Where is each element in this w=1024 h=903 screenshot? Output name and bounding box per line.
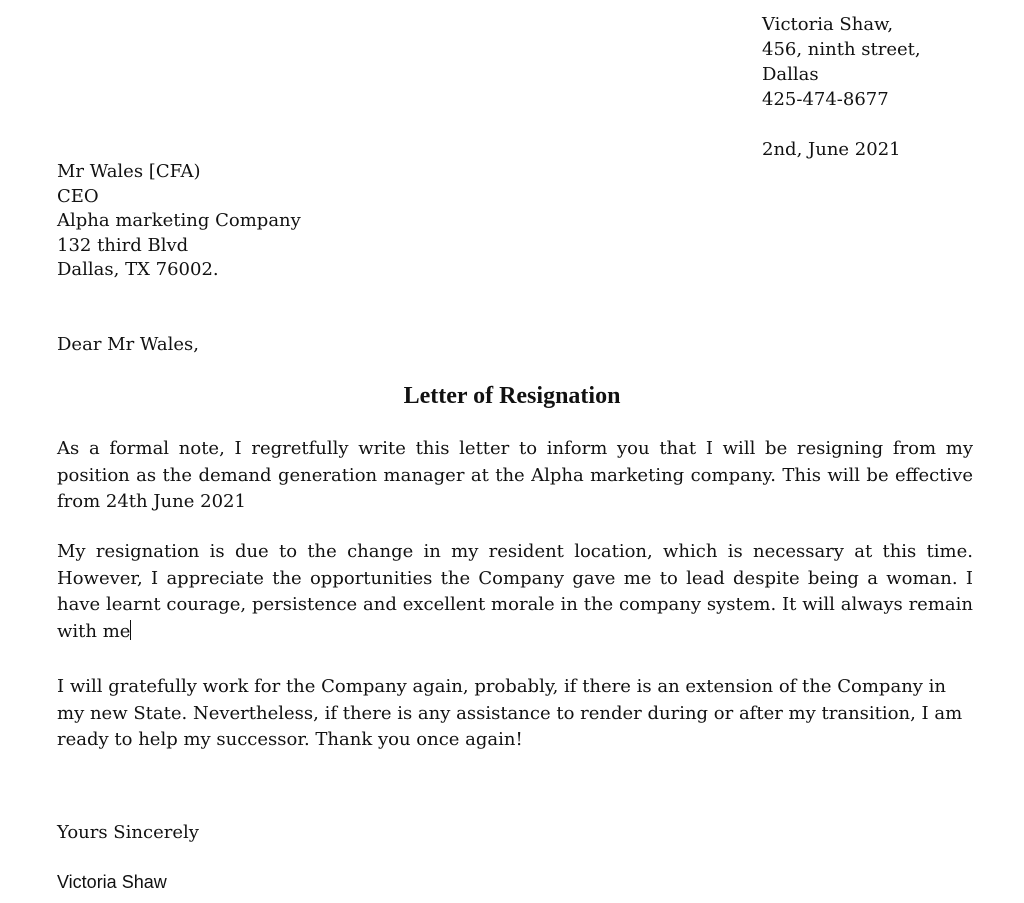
recipient-company: Alpha marketing Company <box>57 210 301 231</box>
signature-name: Victoria Shaw <box>57 872 167 892</box>
recipient-name: Mr Wales [CFA) <box>57 161 201 182</box>
closing-line: Yours Sincerely <box>57 822 199 843</box>
sender-street: 456, ninth street, <box>762 39 921 60</box>
sender-city: Dallas <box>762 64 819 85</box>
recipient-city: Dallas, TX 76002. <box>57 259 219 280</box>
recipient-title: CEO <box>57 185 99 207</box>
letter-date: 2nd, June 2021 <box>762 139 901 160</box>
text-cursor <box>130 620 131 640</box>
body-paragraph-1[interactable]: As a formal note, I regretfully write this letter to inform you that I will be resigning from my position as the demand generation manager at the Alpha marketing company. This will be effective from 24th June 2021 <box>57 438 973 512</box>
sender-address-block <box>762 12 921 162</box>
recipient-address-block <box>57 160 301 283</box>
salutation: Dear Mr Wales, <box>57 334 199 355</box>
recipient-street: 132 third Blvd <box>57 234 189 256</box>
body-paragraph-2-text: My resignation is due to the change in my resident location, which is necessary at this time. However, I appreciate the opportunities the Company gave me to lead despite being a woman. I have learnt courage, persistence and excellent morale in the company system. It will always remain with me <box>57 541 973 642</box>
body-paragraph-2[interactable] <box>57 539 973 645</box>
sender-phone: 425-474-8677 <box>762 89 889 110</box>
sender-name: Victoria Shaw, <box>762 14 894 35</box>
body-paragraph-3[interactable]: I will gratefully work for the Company again, probably, if there is an extension of the Company in my new State. Nevertheless, if there is any assistance to render during or after my transition, I am ready to help my successor. Thank you once again! <box>57 676 963 750</box>
letter-subject: Letter of Resignation <box>403 383 621 409</box>
